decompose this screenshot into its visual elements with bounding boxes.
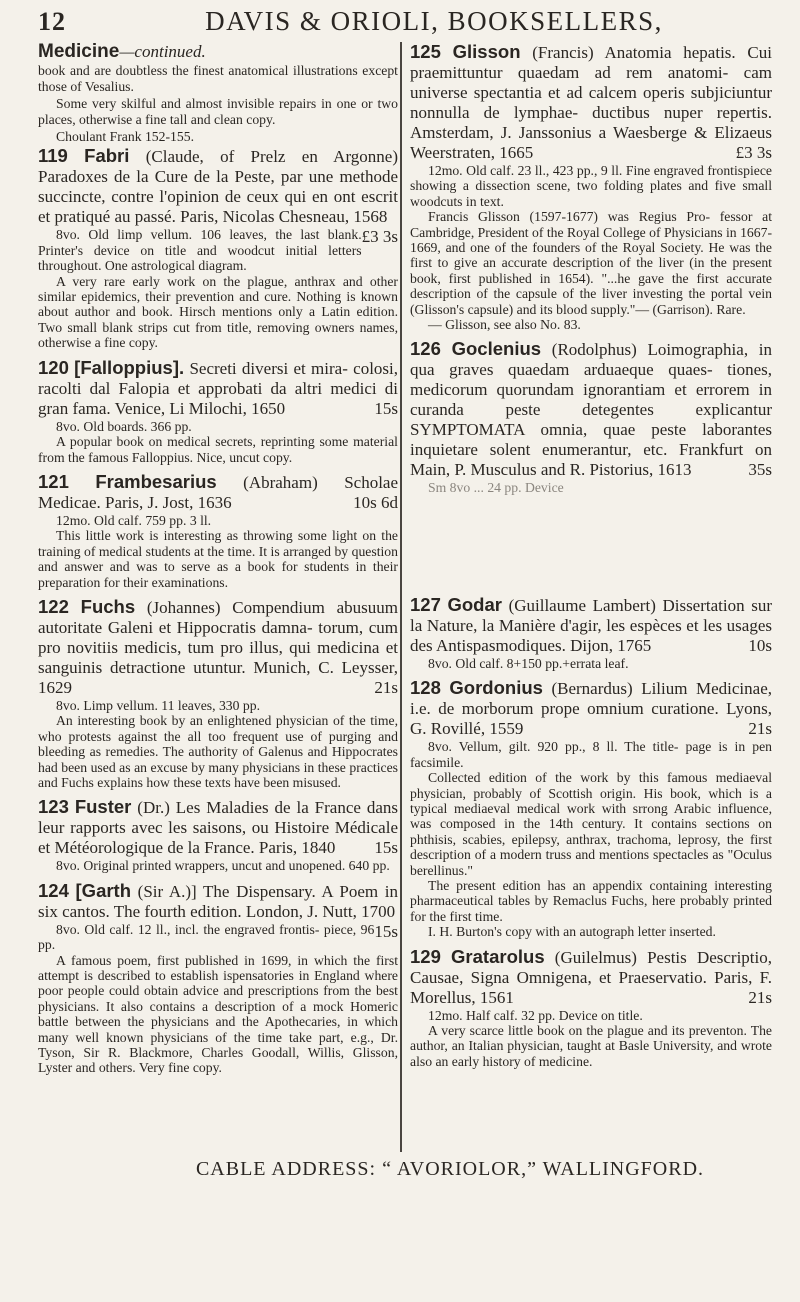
entry-description: 8vo. Old calf. 12 ll., incl. the engraved frontis- piece, 96 pp. [38,921,375,953]
entry-title: (Sir A.)] The Dispensary. A Poem in six cantos. The fourth edition. London, J. Nutt, 1700 [38,881,398,921]
entry-heading [38,358,398,419]
left-column [38,42,398,1083]
page-number: 12 [38,7,66,36]
entry-number: 129 [410,945,441,967]
right-column [410,42,772,1076]
entry-number: 121 [38,470,69,492]
entry-title: Secreti diversi et mira- colosi, racolti dal Falopia et approbati da altri medici di gran fama. Venice, Li Milochi, 1650 [38,358,399,418]
catalogue-entry [410,678,772,939]
footer-cable-address: CABLE ADDRESS: “ AVORIOLOR,” WALLINGFORD. [195,1158,705,1180]
entry-title: (Abraham) Scholae Medicae. Paris, J. Jost, 1636 [38,472,399,512]
intro-line: Choulant Frank 152-155. [56,129,195,145]
entry-number: 124 [38,879,69,901]
entry-heading [410,339,772,480]
entry-title: (Francis) Anatomia hepatis. Cui praemittuntur quaedam ad rem anatomi- cam universe spectantia et ad calcem operis subjiciuntur nonnulla de lymphae- ductibus nuper repertis. Amsterdam, J. Janssonius a Waesberge & Elizaeus Weerstraten, 1665 [410,43,772,162]
entry-description: 8vo. Old limp vellum. 106 leaves, the last blank. Printer's device on title and woodcut initial letters throughout. One astrological diagram. [38,227,362,274]
entry-heading [38,145,399,247]
entry-price: 10s 6d [353,492,398,512]
entry-heading [410,678,772,739]
left-entries [38,146,398,1075]
entry-author: Frambesarius [95,470,217,492]
entry-price: 15s [374,838,398,858]
entry-price: 21s [748,719,772,739]
entry-description: Francis Glisson (1597-1677) was Regius Pro- fessor at Cambridge, President of the Royal College of Physicians in 1667-1669, and one of the founders of the Royal Society. He was the first to give an accurate description of the liver (in the present book, first published in 1654). "...he gave the first accurate description of the capsule of the liver investing the portal vein (Glisson's capsule) and its blood supply."— (Garrison). Rare. [410,209,772,317]
entry-description: I. H. Burton's copy with an autograph letter inserted. [428,924,716,940]
entry-title: (Rodolphus) Loimographia, in qua graves quaedam arduaeque quaes- tiones, medicorum quorundam ignorantiam et errorem in curanda peste detegentes explicantur SYMPTOMATA omnia, quae peste laborantes inquietare solent enumerantur, etc. Frankfurt on Main, P. Musculus and R. Pistorius, 1613 [410,340,773,480]
entry-price: 10s [748,635,772,655]
entry-price: 15s [374,398,398,418]
catalogue-entry [410,947,772,1070]
entry-author: Godar [447,593,502,615]
catalogue-entry [410,42,772,332]
entry-description: 8vo. Old calf. 8+150 pp.+errata leaf. [428,655,629,671]
entry-author: [Garth [75,879,132,901]
entry-description: 8vo. Vellum, gilt. 920 pp., 8 ll. The title- page is in pen facsimile. [410,739,772,770]
entry-author: Fuchs [80,595,136,617]
entry-number: 123 [38,796,69,818]
entry-author: Gratarolus [451,945,545,967]
entry-author: Fabri [84,145,130,167]
entry-description: A very scarce little book on the plague and its preventon. The author, an Italian physician, taught at Basle University, and wrote also an early history of medicine. [410,1022,772,1069]
entry-description: Collected edition of the work by this famous mediaeval physician, probably of Scottish origin. His book, which is a typical mediaeval medical work with srrong Arabic influence, was composed in the 14th century. It contains sections on phthisis, scabies, epilepsy, anthrax, trachoma, leprosy, the first description of a modern truss and mentions spectacles as "Oculus berellinus." [410,770,772,878]
entry-title: (Claude, of Prelz en Argonne) Paradoxes de la Cure de la Peste, par une methode succincte, contre l'opinion de ceux qui en ont escrit et pratiqué au passé. Paris, Nicolas Chesneau, 1568 [38,147,399,227]
entry-number: 125 [410,41,441,62]
page-header [38,6,770,40]
right-entries [410,42,772,1069]
intro-line: book and are doubtless the finest anatomical illustrations except those of Vesalius. [38,63,398,94]
entry-price: 35s [748,460,772,480]
entry-price: £3 3s [735,143,772,162]
catalogue-entry [410,595,772,671]
entry-description: A popular book on medical secrets, reprinting some material from the famous Falloppius. Nice, uncut copy. [38,434,398,465]
entry-number: 126 [410,338,441,360]
intro-line: Some very skilful and almost invisible repairs in one or two places, otherwise a fine tall and clean copy. [38,96,398,127]
entry-heading [410,947,772,1008]
entry-author: Goclenius [451,338,542,360]
entry-description: The present edition has an appendix containing interesting pharmaceutical tables by Remaclus Fuchs, here probably printed for the first time. [410,877,772,924]
entry-heading [410,595,772,656]
entry-title: (Dr.) Les Maladies de la France dans leur rapports avec les saisons, ou Histoire Médicale et Météorologique de la France. Paris, 1840 [38,798,399,858]
entry-number: 128 [410,677,441,699]
entry-number: 127 [410,593,441,615]
section-title: Medicine—continued. [38,41,206,62]
entry-author: [Falloppius]. [74,356,185,378]
column-divider [400,42,402,1152]
entry-description: 8vo. Original printed wrappers, uncut and unopened. 640 pp. [56,858,390,874]
entry-description: 8vo. Limp vellum. 11 leaves, 330 pp. [56,697,261,713]
blank-space [410,496,772,588]
running-title: DAVIS & ORIOLI, BOOKSELLERS, [205,6,663,36]
entry-description: A famous poem, first published in 1699, in which the first attempt is described to establish ispensatories in England where poor people could obtain advice and prescriptions from the best physicians. It also contains a description of a mock Homeric battle between the physicians and the Apothecaries, in which many well known physicians of the time take part, e.g., Dr. Tyson, Sir R. Blackmore, Charles Goodall, Willis, Glisson, Lyster and others. Very fine copy. [38,952,398,1076]
entry-heading [38,797,398,858]
entry-heading [38,597,398,698]
catalogue-entry [38,358,398,465]
catalogue-entry [38,597,398,790]
entry-description: — Glisson, see also No. 83. [428,317,581,333]
catalogue-entry [38,146,398,350]
entry-title: (Guilelmus) Pestis Descriptio, Causae, Signa Omnigena, et Praeservatio. Paris, F. Morellus, 1561 [410,947,773,1007]
entry-price: 21s [374,677,398,697]
entry-author: Gordonius [449,677,543,699]
entry-price: £3 3s [361,227,398,247]
entry-description: An interesting book by an enlightened physician of the time, who protests against the all too frequent use of purging and bleeding as remedies. The authority of Galenus and Hippocrates had been used as an excuse by many physicians in these practices and Fuchs explains how these texts have been misused. [38,713,398,790]
entry-number: 119 [38,145,68,167]
entry-description: 8vo. Old boards. 366 pp. [56,418,192,434]
catalogue-entry [38,472,398,590]
entry-price: 21s [748,987,772,1007]
entry-description: 12mo. Old calf. 23 ll., 423 pp., 9 ll. Fine engraved frontispiece showing a dissection scene, two folding plates and five small woodcuts in text. [410,163,772,209]
catalogue-entry [38,797,398,873]
entry-description: 12mo. Old calf. 759 pp. 3 ll. [56,512,212,528]
entry-heading [410,42,772,163]
entry-number: 120 [38,356,69,378]
entry-title: (Guillaume Lambert) Dissertation sur la Nature, la Manière d'agir, les espèces et les usages des Antispasmodiques. Dijon, 1765 [410,595,772,655]
catalogue-entry [410,339,772,587]
entry-description: A very rare early work on the plague, anthrax and other similar epidemics, their prevention and cure. Nothing is known about author and book. Hirsch mentions only a Latin edition. Two small blank strips cut from title, removing owners names, otherwise a fine copy. [38,273,398,351]
entry-author: Glisson [452,41,521,62]
catalogue-entry [38,881,398,1076]
faint-collation-line: Sm 8vo ... 24 pp. Device [428,480,564,496]
entry-description: This little work is interesting as throwing some light on the training of medical students at the time. It is arranged by question and answer and was to serve as a book for students in their preparation for their examinations. [38,528,398,590]
entry-number: 122 [38,595,69,617]
entry-title: (Bernardus) Lilium Medicinae, i.e. de morborum prope omnium curatione. Lyons, G. Rovillé, 1559 [410,679,772,739]
entry-price: 15s [374,921,398,941]
entry-heading [38,472,398,513]
entry-author: Fuster [74,796,132,818]
entry-description: 12mo. Half calf. 32 pp. Device on title. [428,1007,643,1023]
entry-title: (Johannes) Compendium abusuum autoritate Galeni et Hippocratis damna- torum, cum pro novitiis medicis, tum pro illus, qui medicina et sanguinis detractione utuntur. Munich, C. Leysser, 1629 [38,597,398,697]
